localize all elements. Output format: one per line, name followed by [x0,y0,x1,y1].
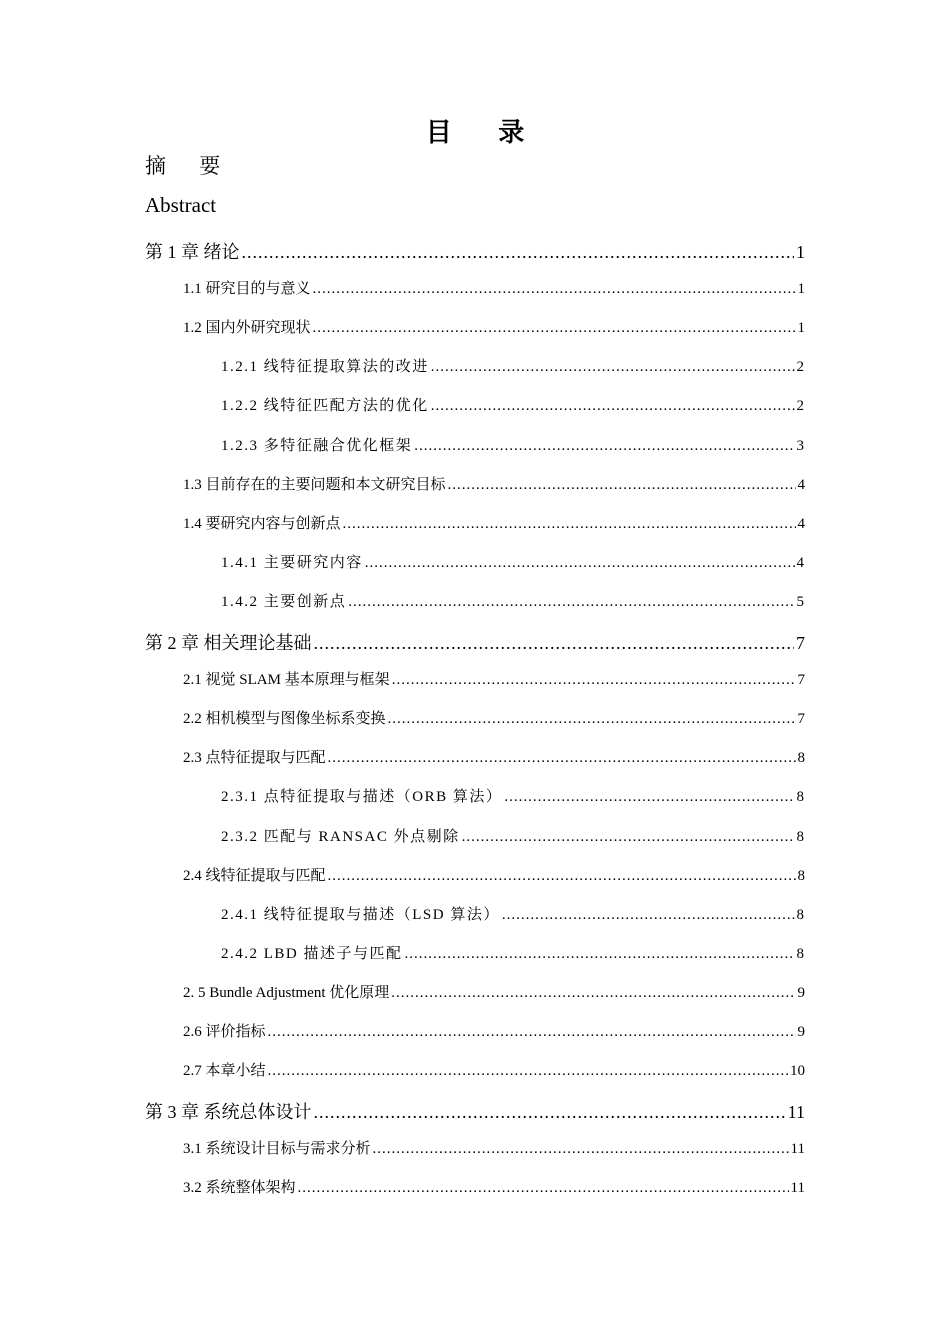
toc-entry-label: 2.3.2 匹配与 RANSAC 外点剔除 [221,829,460,845]
dot-leader [388,711,796,728]
toc-entry-label: 2.1 视觉 SLAM 基本原理与框架 [183,672,390,688]
dot-leader [448,477,796,494]
dot-leader [343,516,796,533]
toc-entry[interactable] [183,473,805,494]
toc-entry-label: 1.3 目前存在的主要问题和本文研究目标 [183,477,446,493]
toc-entry-page-number: 7 [796,633,805,653]
toc-entry-page-number: 1 [797,281,805,297]
toc-entry-label: 2.2 相机模型与图像坐标系变换 [183,711,386,727]
toc-entry[interactable] [145,629,805,655]
toc-entry-page-number: 5 [796,594,805,610]
dot-leader [502,907,795,924]
dot-leader [268,1024,796,1041]
dot-leader [328,868,796,885]
toc-entry-label: 第 1 章 绪论 [145,242,240,262]
toc-entry[interactable] [183,512,805,533]
toc-entry-page-number: 9 [797,985,805,1001]
toc-entry-page-number: 8 [796,789,805,805]
toc-entry[interactable] [221,355,805,376]
toc-entry-label: 第 3 章 系统总体设计 [145,1102,312,1122]
toc-entry-label: 1.1 研究目的与意义 [183,281,311,297]
toc-entry-page-number: 4 [797,516,805,532]
toc-entry-page-number: 4 [796,555,805,571]
toc-entry-label: 2.3 点特征提取与匹配 [183,750,326,766]
toc-entry-page-number: 8 [796,829,805,845]
dot-leader [391,985,795,1002]
toc-entry[interactable] [183,1137,805,1158]
toc-entry[interactable] [145,238,805,264]
dot-leader [373,1141,789,1158]
toc-entry[interactable] [221,942,805,963]
front-matter-abstract-en: Abstract [145,193,217,217]
toc-entry-label: 2.4.2 LBD 描述子与匹配 [221,946,403,962]
toc-entry[interactable] [183,981,805,1002]
toc-entry[interactable] [221,590,805,611]
toc-entry-page-number: 8 [796,946,805,962]
dot-leader [365,555,795,572]
dot-leader [414,438,794,455]
toc-entry[interactable] [221,551,805,572]
toc-entry-page-number: 3 [796,438,805,454]
toc-entry-page-number: 1 [796,242,805,262]
toc-entry-page-number: 8 [797,868,805,884]
toc-entry-label: 3.2 系统整体架构 [183,1180,296,1196]
toc-entry-label: 2.4.1 线特征提取与描述（LSD 算法） [221,907,500,923]
toc-entry[interactable] [145,1098,805,1124]
toc-entry[interactable] [221,434,805,455]
toc-entry[interactable] [183,707,805,728]
toc-entry[interactable] [221,903,805,924]
toc-entry-label: 1.4.2 主要创新点 [221,594,347,610]
toc-entry[interactable] [183,864,805,885]
toc-entry-page-number: 11 [790,1180,805,1196]
toc-entry[interactable] [221,394,805,415]
dot-leader [462,829,795,846]
toc-entry[interactable] [183,1059,805,1080]
toc-entry[interactable] [183,668,805,689]
toc-entry-page-number: 7 [797,711,805,727]
toc-entry[interactable] [221,785,805,806]
toc-entry-label: 2.7 本章小结 [183,1063,266,1079]
front-matter-abstract-cn: 摘 要 [145,154,235,178]
toc-entry-label: 1.2.3 多特征融合优化框架 [221,438,413,454]
dot-leader [405,946,795,963]
toc-entry-page-number: 1 [797,320,805,336]
toc-entry-page-number: 8 [797,750,805,766]
toc-entry-page-number: 4 [797,477,805,493]
toc-entry-page-number: 7 [797,672,805,688]
toc-entry-label: 1.2.1 线特征提取算法的改进 [221,359,429,375]
toc-entry-label: 2.6 评价指标 [183,1024,266,1040]
toc-entry-page-number: 11 [790,1141,805,1157]
toc-entry-label: 2.4 线特征提取与匹配 [183,868,326,884]
dot-leader [431,359,795,376]
toc-entry[interactable] [183,277,805,298]
dot-leader [504,789,794,806]
dot-leader [314,1102,786,1123]
dot-leader [328,750,796,767]
toc-entry[interactable] [183,316,805,337]
dot-leader [314,633,795,654]
dot-leader [392,672,796,689]
page-title: 目 录 [425,118,545,147]
toc-entry-label: 1.2 国内外研究现状 [183,320,311,336]
toc-entry-label: 2.3.1 点特征提取与描述（ORB 算法） [221,789,503,805]
dot-leader [431,398,795,415]
toc-entry-label: 1.4.1 主要研究内容 [221,555,363,571]
toc-entry-label: 1.4 要研究内容与创新点 [183,516,341,532]
toc-entry-label: 3.1 系统设计目标与需求分析 [183,1141,371,1157]
dot-leader [298,1180,789,1197]
dot-leader [348,594,794,611]
toc-entry-page-number: 2 [796,359,805,375]
toc-entry[interactable] [221,825,805,846]
dot-leader [242,242,795,263]
dot-leader [313,320,796,337]
toc-entry-label: 2. 5 Bundle Adjustment 优化原理 [183,985,390,1001]
toc-entry[interactable] [183,1176,805,1197]
dot-leader [313,281,796,298]
toc-entry[interactable] [183,1020,805,1041]
toc-entry-label: 第 2 章 相关理论基础 [145,633,312,653]
toc-entry-page-number: 11 [787,1102,805,1122]
toc-entry-page-number: 2 [796,398,805,414]
toc-entry-label: 1.2.2 线特征匹配方法的优化 [221,398,429,414]
dot-leader [268,1063,788,1080]
toc-entry-page-number: 10 [790,1063,805,1079]
toc-entry-page-number: 8 [796,907,805,923]
toc-entry-page-number: 9 [797,1024,805,1040]
toc-entry[interactable] [183,746,805,767]
